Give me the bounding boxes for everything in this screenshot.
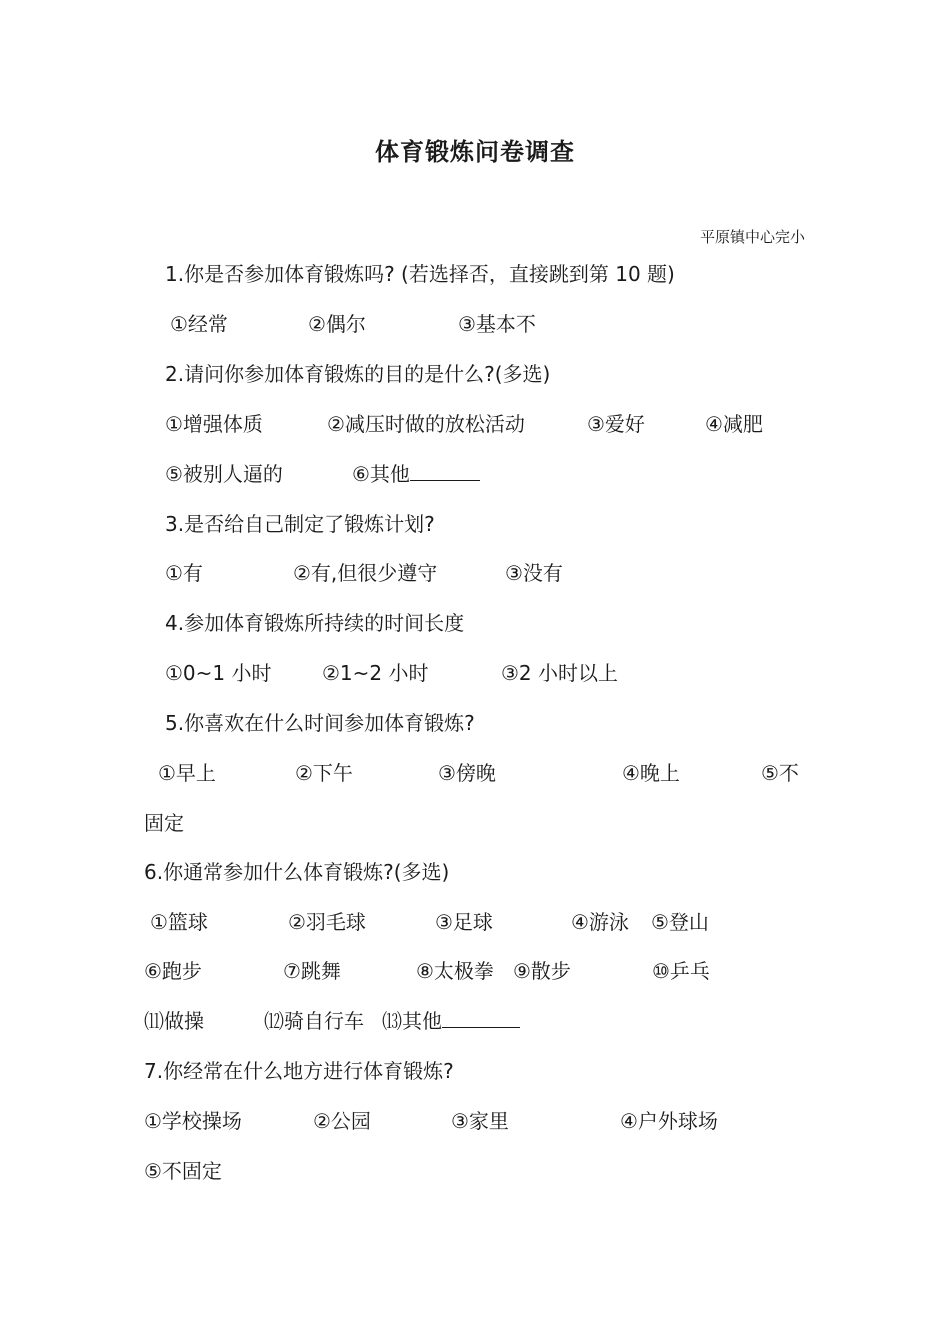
option[interactable]: ⑾做操 [144, 1009, 204, 1033]
option[interactable]: ②下午 [295, 761, 353, 785]
school-name: 平原镇中心完小 [699, 228, 805, 246]
option-continuation[interactable]: 固定 [144, 811, 184, 835]
option[interactable]: ③基本不 [458, 312, 536, 336]
fill-in-blank[interactable] [410, 460, 480, 481]
option[interactable]: ①学校操场 [144, 1109, 242, 1133]
option[interactable]: ②有,但很少遵守 [293, 561, 438, 585]
page-title: 体育锻炼问卷调查 [375, 138, 575, 166]
option[interactable]: ⑦跳舞 [283, 959, 341, 983]
option[interactable]: ①篮球 [150, 910, 208, 934]
question-2: 2.请问你参加体育锻炼的目的是什么?(多选) [165, 362, 551, 386]
option[interactable]: ⑿骑自行车 [264, 1009, 364, 1033]
question-5: 5.你喜欢在什么时间参加体育锻炼? [165, 711, 475, 735]
option[interactable]: ①0~1 小时 [165, 661, 272, 685]
option[interactable]: ⑩乒乓 [652, 959, 710, 983]
option[interactable]: ⑤被别人逼的 [165, 462, 283, 486]
option[interactable]: ③2 小时以上 [501, 661, 619, 685]
option[interactable]: ⑨散步 [513, 959, 571, 983]
option-other[interactable] [382, 1007, 520, 1035]
option[interactable]: ⑤不 [761, 761, 799, 785]
option[interactable]: ④减肥 [705, 412, 763, 436]
option-label: ⑥其他 [352, 462, 410, 486]
option[interactable]: ③傍晚 [438, 761, 496, 785]
question-3: 3.是否给自己制定了锻炼计划? [165, 512, 435, 536]
option[interactable]: ②公园 [313, 1109, 371, 1133]
option[interactable]: ②羽毛球 [288, 910, 366, 934]
option[interactable]: ①经常 [170, 312, 228, 336]
question-7: 7.你经常在什么地方进行体育锻炼? [144, 1059, 454, 1083]
option[interactable]: ⑤不固定 [144, 1159, 222, 1183]
option[interactable]: ⑤登山 [651, 910, 709, 934]
option[interactable]: ②偶尔 [308, 312, 366, 336]
option[interactable]: ④户外球场 [620, 1109, 718, 1133]
option[interactable]: ①早上 [158, 761, 216, 785]
option[interactable]: ②减压时做的放松活动 [327, 412, 525, 436]
option[interactable]: ④游泳 [571, 910, 629, 934]
option[interactable]: ③足球 [435, 910, 493, 934]
option[interactable]: ④晚上 [622, 761, 680, 785]
option[interactable]: ③爱好 [587, 412, 645, 436]
option[interactable]: ②1~2 小时 [322, 661, 429, 685]
option[interactable]: ①有 [165, 561, 203, 585]
option[interactable]: ③没有 [505, 561, 563, 585]
option-label: ⒀其他 [382, 1009, 442, 1033]
option[interactable]: ①增强体质 [165, 412, 263, 436]
option-other[interactable] [352, 460, 480, 488]
question-1: 1.你是否参加体育锻炼吗? (若选择否，直接跳到第 10 题) [165, 262, 675, 286]
fill-in-blank[interactable] [442, 1007, 520, 1028]
option[interactable]: ③家里 [451, 1109, 509, 1133]
option[interactable]: ⑥跑步 [144, 959, 202, 983]
option[interactable]: ⑧太极拳 [416, 959, 494, 983]
question-4: 4.参加体育锻炼所持续的时间长度 [165, 611, 465, 635]
question-6: 6.你通常参加什么体育锻炼?(多选) [144, 860, 450, 884]
